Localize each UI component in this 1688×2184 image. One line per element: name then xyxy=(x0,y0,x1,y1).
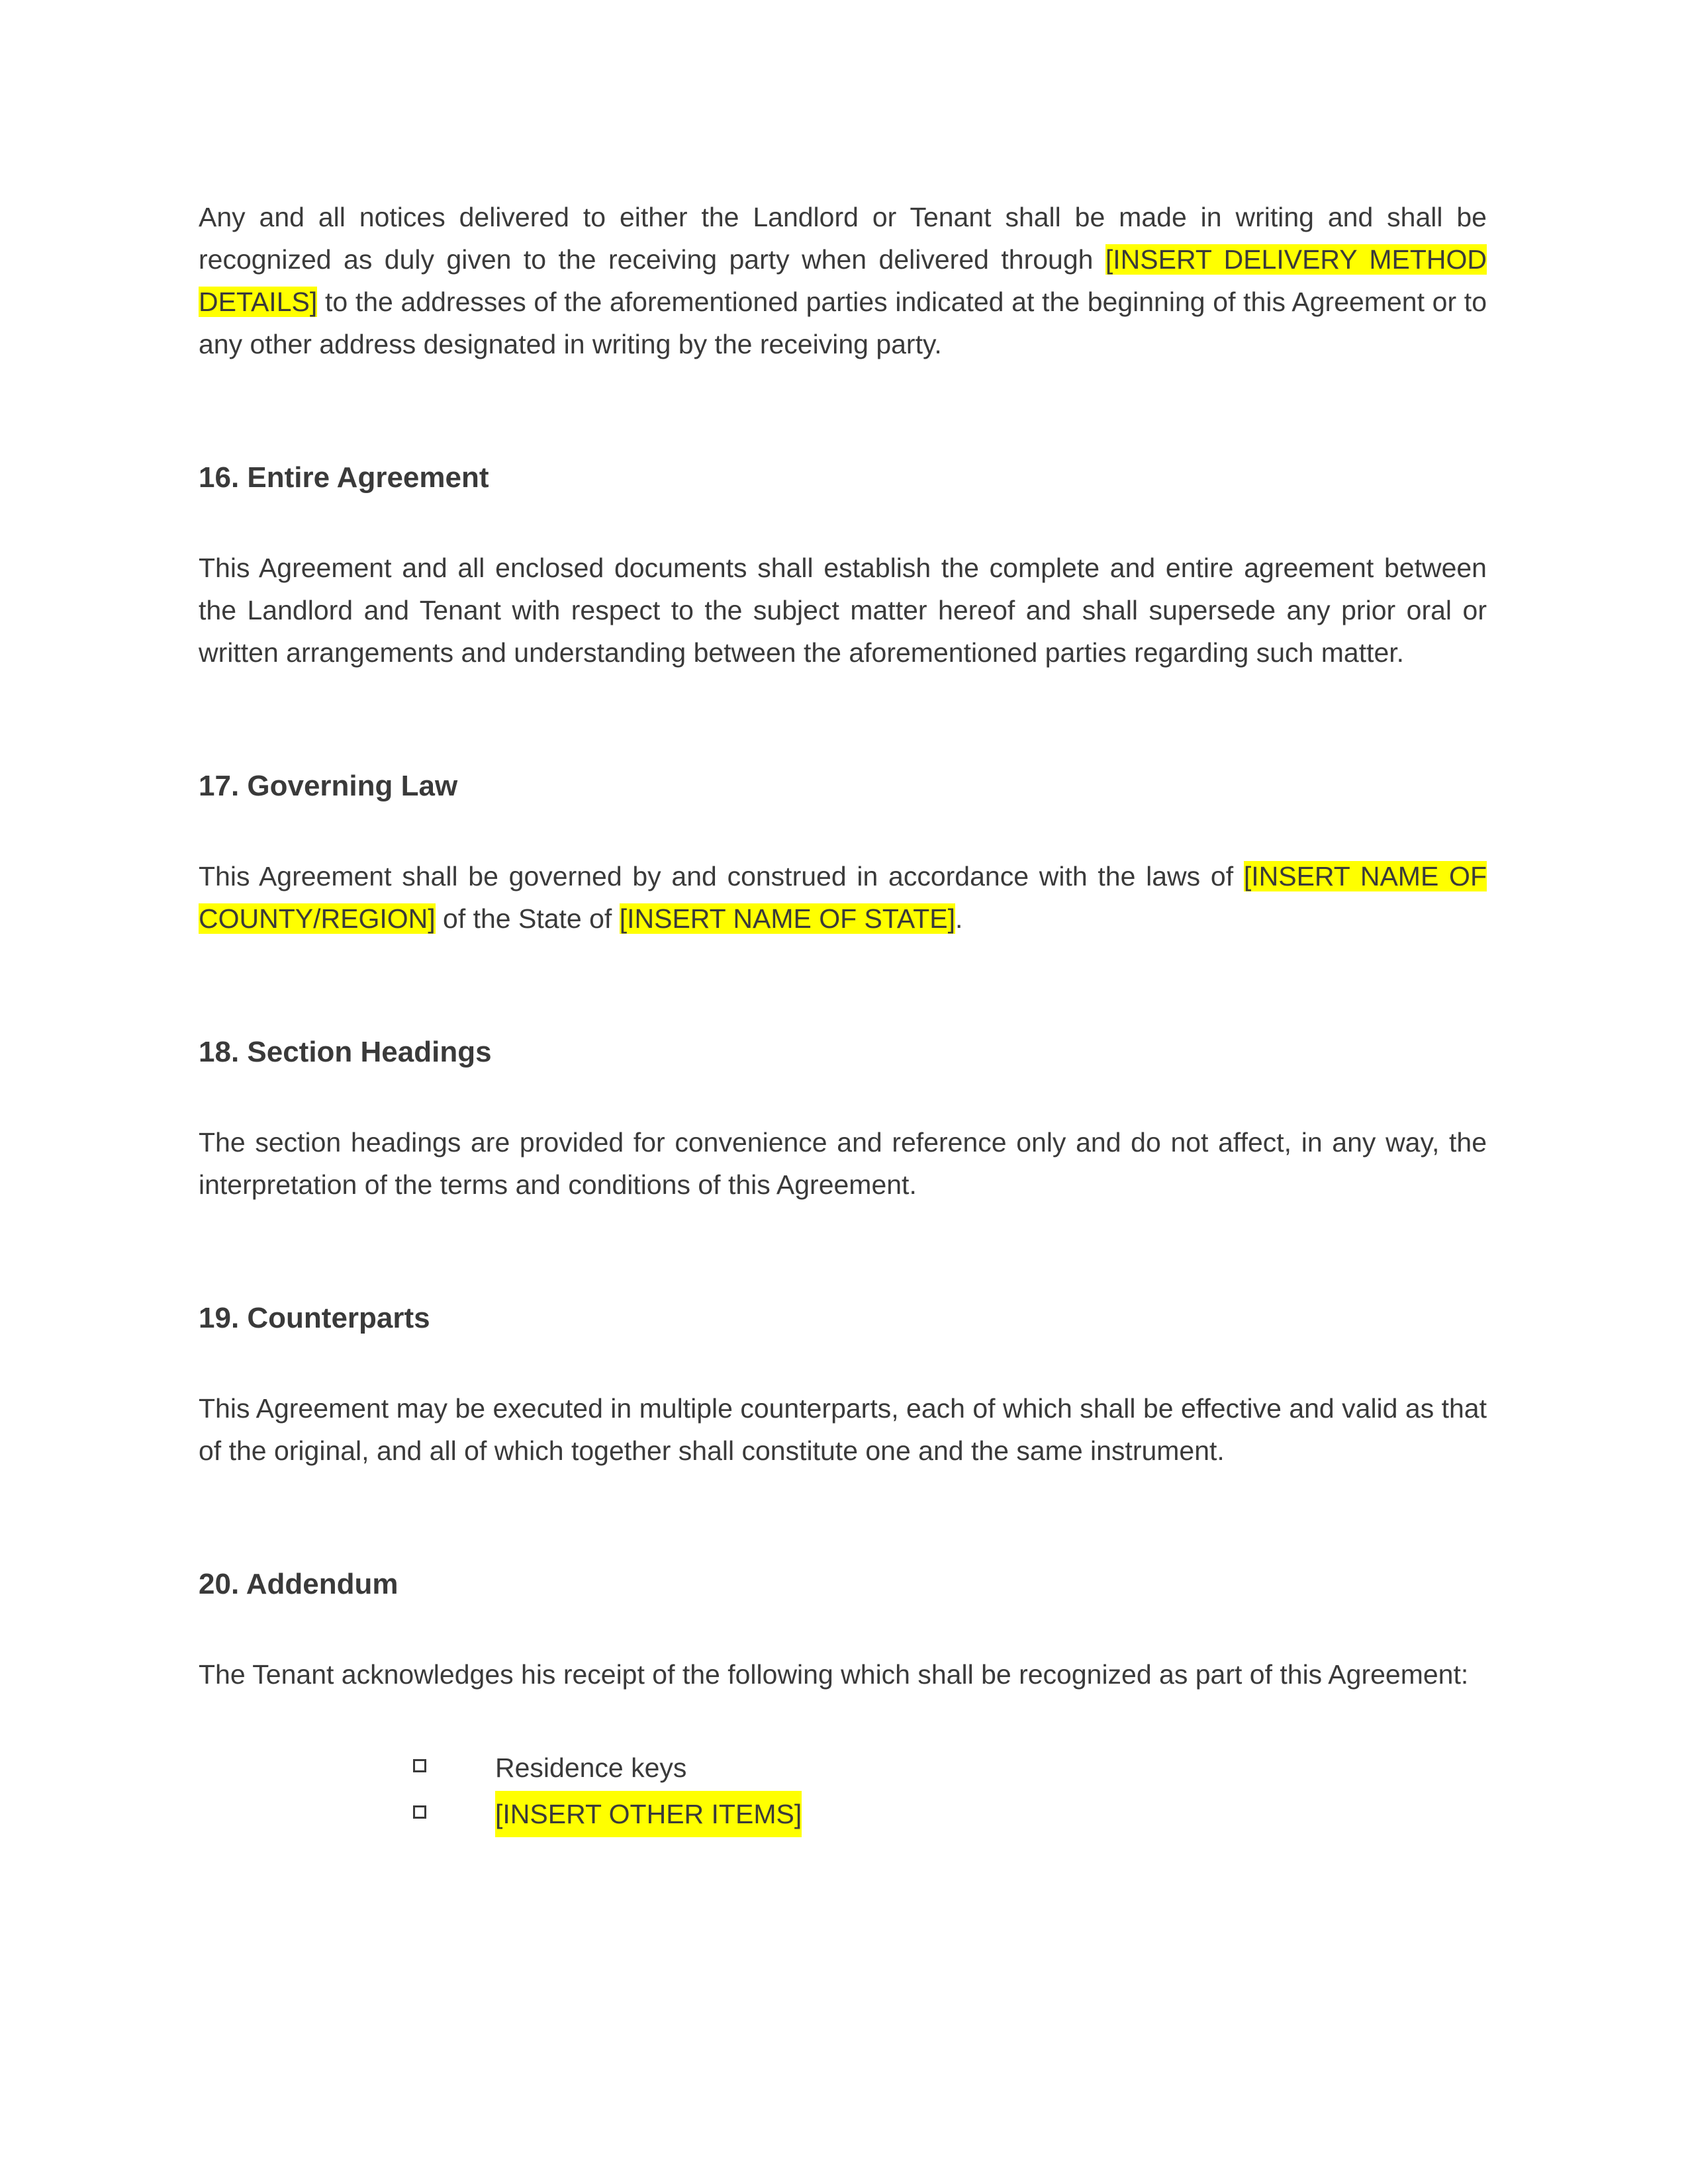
spacer xyxy=(199,940,1487,1031)
governing-law-text-3: . xyxy=(955,903,963,934)
checklist-item-label: Residence keys xyxy=(495,1752,687,1783)
heading-entire-agreement: 16. Entire Agreement xyxy=(199,461,489,494)
spacer xyxy=(199,1606,1487,1653)
addendum-checklist xyxy=(199,1745,1487,1837)
checkbox-icon xyxy=(413,1759,426,1772)
spacer xyxy=(199,1472,1487,1563)
spacer xyxy=(199,1206,1487,1297)
spacer xyxy=(199,499,1487,547)
governing-law-text-2: of the State of xyxy=(435,903,620,934)
checklist-item xyxy=(199,1791,1487,1837)
placeholder-state: [INSERT NAME OF STATE] xyxy=(619,903,955,934)
document-content xyxy=(199,196,1487,1837)
heading-addendum: 20. Addendum xyxy=(199,1568,399,1600)
addendum-paragraph: The Tenant acknowledges his receipt of the following which shall be recognized as part of this Agreement: xyxy=(199,1659,1469,1690)
notices-text-2: to the addresses of the aforementioned parties indicated at the beginning of this Agreement or to any other address designated in writing by the receiving party. xyxy=(199,287,1487,359)
spacer xyxy=(199,1340,1487,1387)
spacer xyxy=(199,365,1487,457)
spacer xyxy=(199,1073,1487,1121)
checkbox-icon xyxy=(413,1805,426,1819)
heading-governing-law: 17. Governing Law xyxy=(199,770,458,802)
heading-counterparts: 19. Counterparts xyxy=(199,1302,430,1334)
notices-paragraph xyxy=(199,196,1487,365)
heading-section-headings: 18. Section Headings xyxy=(199,1036,492,1068)
section-headings-paragraph: The section headings are provided for convenience and reference only and do not affect, in any way, the interpretation of the terms and conditions of this Agreement. xyxy=(199,1127,1487,1200)
checklist-item xyxy=(199,1745,1487,1791)
placeholder-county-region: [INSERT NAME OF COUNTY/REGION] xyxy=(199,861,1487,934)
placeholder-delivery-method: [INSERT DELIVERY METHOD DETAILS] xyxy=(199,244,1487,317)
spacer xyxy=(199,1696,1487,1745)
governing-law-text-1: This Agreement shall be governed by and construed in accordance with the laws of xyxy=(199,861,1244,891)
placeholder-other-items: [INSERT OTHER ITEMS] xyxy=(495,1791,802,1837)
spacer xyxy=(199,674,1487,765)
spacer xyxy=(199,807,1487,855)
entire-agreement-paragraph: This Agreement and all enclosed documents shall establish the complete and entire agreement between the Landlord and Tenant with respect to the subject matter hereof and shall supersede any prior oral or written arrangements and understanding between the aforementioned parties regarding such matter. xyxy=(199,553,1487,668)
notices-text-1: Any and all notices delivered to either the Landlord or Tenant shall be made in writing and shall be recognized as duly given to the receiving party when delivered through xyxy=(199,202,1487,275)
counterparts-paragraph: This Agreement may be executed in multiple counterparts, each of which shall be effective and valid as that of the original, and all of which together shall constitute one and the same instrument. xyxy=(199,1393,1487,1466)
governing-law-paragraph xyxy=(199,855,1487,940)
